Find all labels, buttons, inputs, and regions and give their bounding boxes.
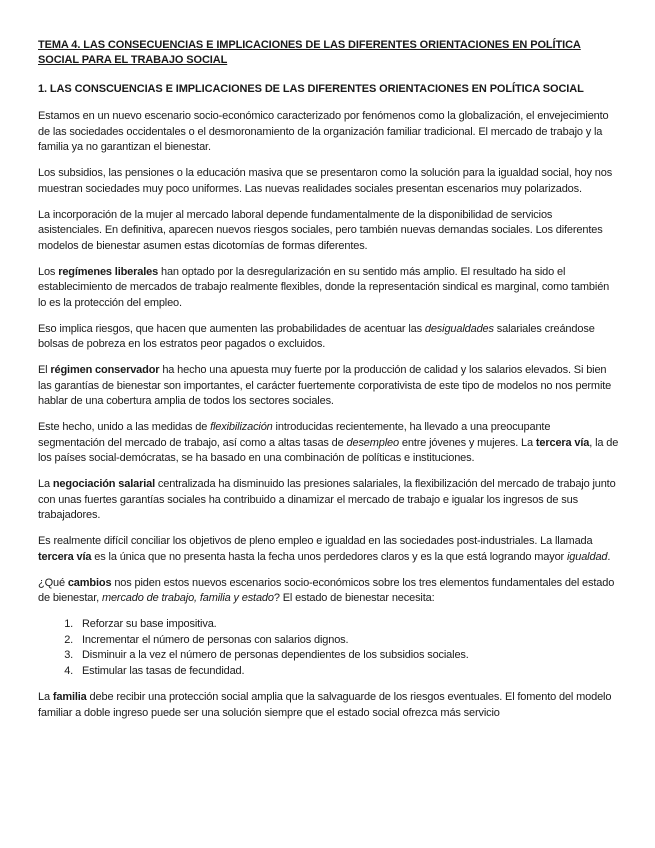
paragraph-wage-negotiation — [38, 477, 619, 524]
section-heading: 1. LAS CONSCUENCIAS E IMPLICACIONES DE LAS DIFERENTES ORIENTACIONES EN POLÍTICA SOCIAL — [38, 83, 584, 95]
text-run: Eso implica riesgos, que hacen que aumenten las probabilidades de acentuar las — [38, 322, 425, 335]
text-run: ¿Qué — [38, 576, 68, 589]
paragraph-conservative-regime — [38, 363, 619, 410]
text-run: Los — [38, 265, 59, 278]
bold-term-third-way: tercera vía — [535, 436, 590, 449]
bold-term-conservative-regime: régimen conservador — [50, 364, 160, 376]
text-run: han optado por la desregularización en su sentido más amplio. El resultado ha sido el establecimiento de mercados de trabajo realmente flexibles, donde la representación sindical es marginal, como también lo es la protección del empleo. — [38, 265, 610, 309]
paragraph-globalization: Estamos en un nuevo escenario socio-económico caracterizado por fenómenos como la globalización, el envejecimiento de las sociedades occidentales o el desmoronamiento de la organización familiar tradicional. El mercado de trabajo y la familia ya no garantizan el bienestar. — [38, 110, 609, 153]
list-item: 2. Incrementar el número de personas con salarios dignos. — [76, 633, 619, 649]
list-item: 3. Disminuir a la vez el número de personas dependientes de los subsidios sociales. — [76, 648, 619, 664]
text-run: centralizada ha disminuido las presiones salariales, la flexibilización del mercado de trabajo junto con unas fuertes garantías sociales ha contribuido a dinamizar el mercado de trabajo e igualar los ingresos de sus trabajadores. — [38, 478, 616, 521]
italic-term-three-elements: mercado de trabajo, familia y estado — [101, 592, 274, 604]
text-run: Es realmente difícil conciliar los objetivos de pleno empleo e igualdad en las sociedades post-industriales. La llamada — [38, 535, 593, 547]
welfare-needs-list — [38, 617, 619, 679]
paragraph-family — [38, 690, 619, 721]
italic-term-equality: igualdad — [566, 550, 608, 563]
text-run: , la de los países social-demócratas, se ha basado en una combinación de políticas e instituciones. — [38, 436, 619, 464]
text-run: nos piden estos nuevos escenarios socio-económicos sobre los tres elementos fundamentales del estado de bienestar, — [38, 576, 615, 604]
italic-term-flexibilization: flexibilización — [210, 421, 273, 433]
paragraph-risks — [38, 322, 619, 353]
bold-term-changes: cambios — [67, 576, 112, 589]
bold-term-wage-negotiation: negociación salarial — [52, 478, 155, 490]
paragraph-changes-question — [38, 576, 619, 607]
list-item: 1. Reforzar su base impositiva. — [76, 617, 619, 633]
italic-term-inequalities: desigualdades — [424, 322, 494, 335]
paragraph-liberal-regimes — [38, 265, 619, 312]
paragraph-women-labor: La incorporación de la mujer al mercado laboral depende fundamentalmente de la disponibilidad de servicios asistenciales. En definitiva, aparecen nuevos riesgos sociales, pero también nuevas demandas sociales. Los diferentes modelos de bienestar asumen estas dicotomías de formas diferentes. — [38, 208, 603, 252]
paragraph-full-employment — [38, 534, 619, 565]
italic-term-unemployment: desempleo — [346, 436, 399, 449]
text-run: ? El estado de bienestar necesita: — [273, 592, 435, 604]
text-run: El — [38, 364, 51, 376]
text-run: salariales creándose bolsas de pobreza en los estratos peor pagados o excluidos. — [38, 322, 595, 350]
text-run: es la única que no presenta hasta la fecha unos perdedores claros y es la que está logrando mayor — [91, 550, 567, 563]
text-run: La — [38, 478, 53, 490]
bold-term-liberal-regimes: regímenes liberales — [58, 265, 159, 278]
bold-term-family: familia — [52, 691, 87, 703]
text-run: ha hecho una apuesta muy fuerte por la producción de calidad y los salarios elevados. Si bien las garantías de bienestar son importantes, el carácter fuertemente corporativista de este tipo de modelos no nos permite hablar de una cobertura amplia de todos los sectores sociales. — [38, 364, 612, 407]
text-run: introducidas recientemente, ha llevado a una preocupante segmentación del mercado de trabajo, así como a altas tasas de — [38, 421, 551, 449]
list-item: 4. Estimular las tasas de fecundidad. — [76, 664, 619, 680]
paragraph-subsidies: Los subsidios, las pensiones o la educación masiva que se presentaron como la solución para la igualdad social, hoy nos muestran sociedades muy poco uniformes. Las nuevas realidades sociales presentan escenarios muy polarizados. — [38, 167, 613, 195]
paragraph-flexibilization — [38, 420, 619, 467]
document-title: TEMA 4. LAS CONSECUENCIAS E IMPLICACIONES DE LAS DIFERENTES ORIENTACIONES EN POLÍTICA SOCIAL PARA EL TRABAJO SOCIAL — [38, 39, 581, 66]
text-run: debe recibir una protección social amplia que la salvaguarde de los riesgos eventuales. El fomento del modelo familiar a doble ingreso puede ser una solución siempre que el estado social ofrezca más servicio — [38, 691, 612, 719]
text-run: Este hecho, unido a las medidas de — [38, 421, 211, 433]
text-run: entre jóvenes y mujeres. La — [398, 436, 536, 449]
text-run: La — [38, 691, 53, 703]
text-run: . — [607, 550, 611, 563]
bold-term-third-way: tercera vía — [38, 550, 92, 563]
